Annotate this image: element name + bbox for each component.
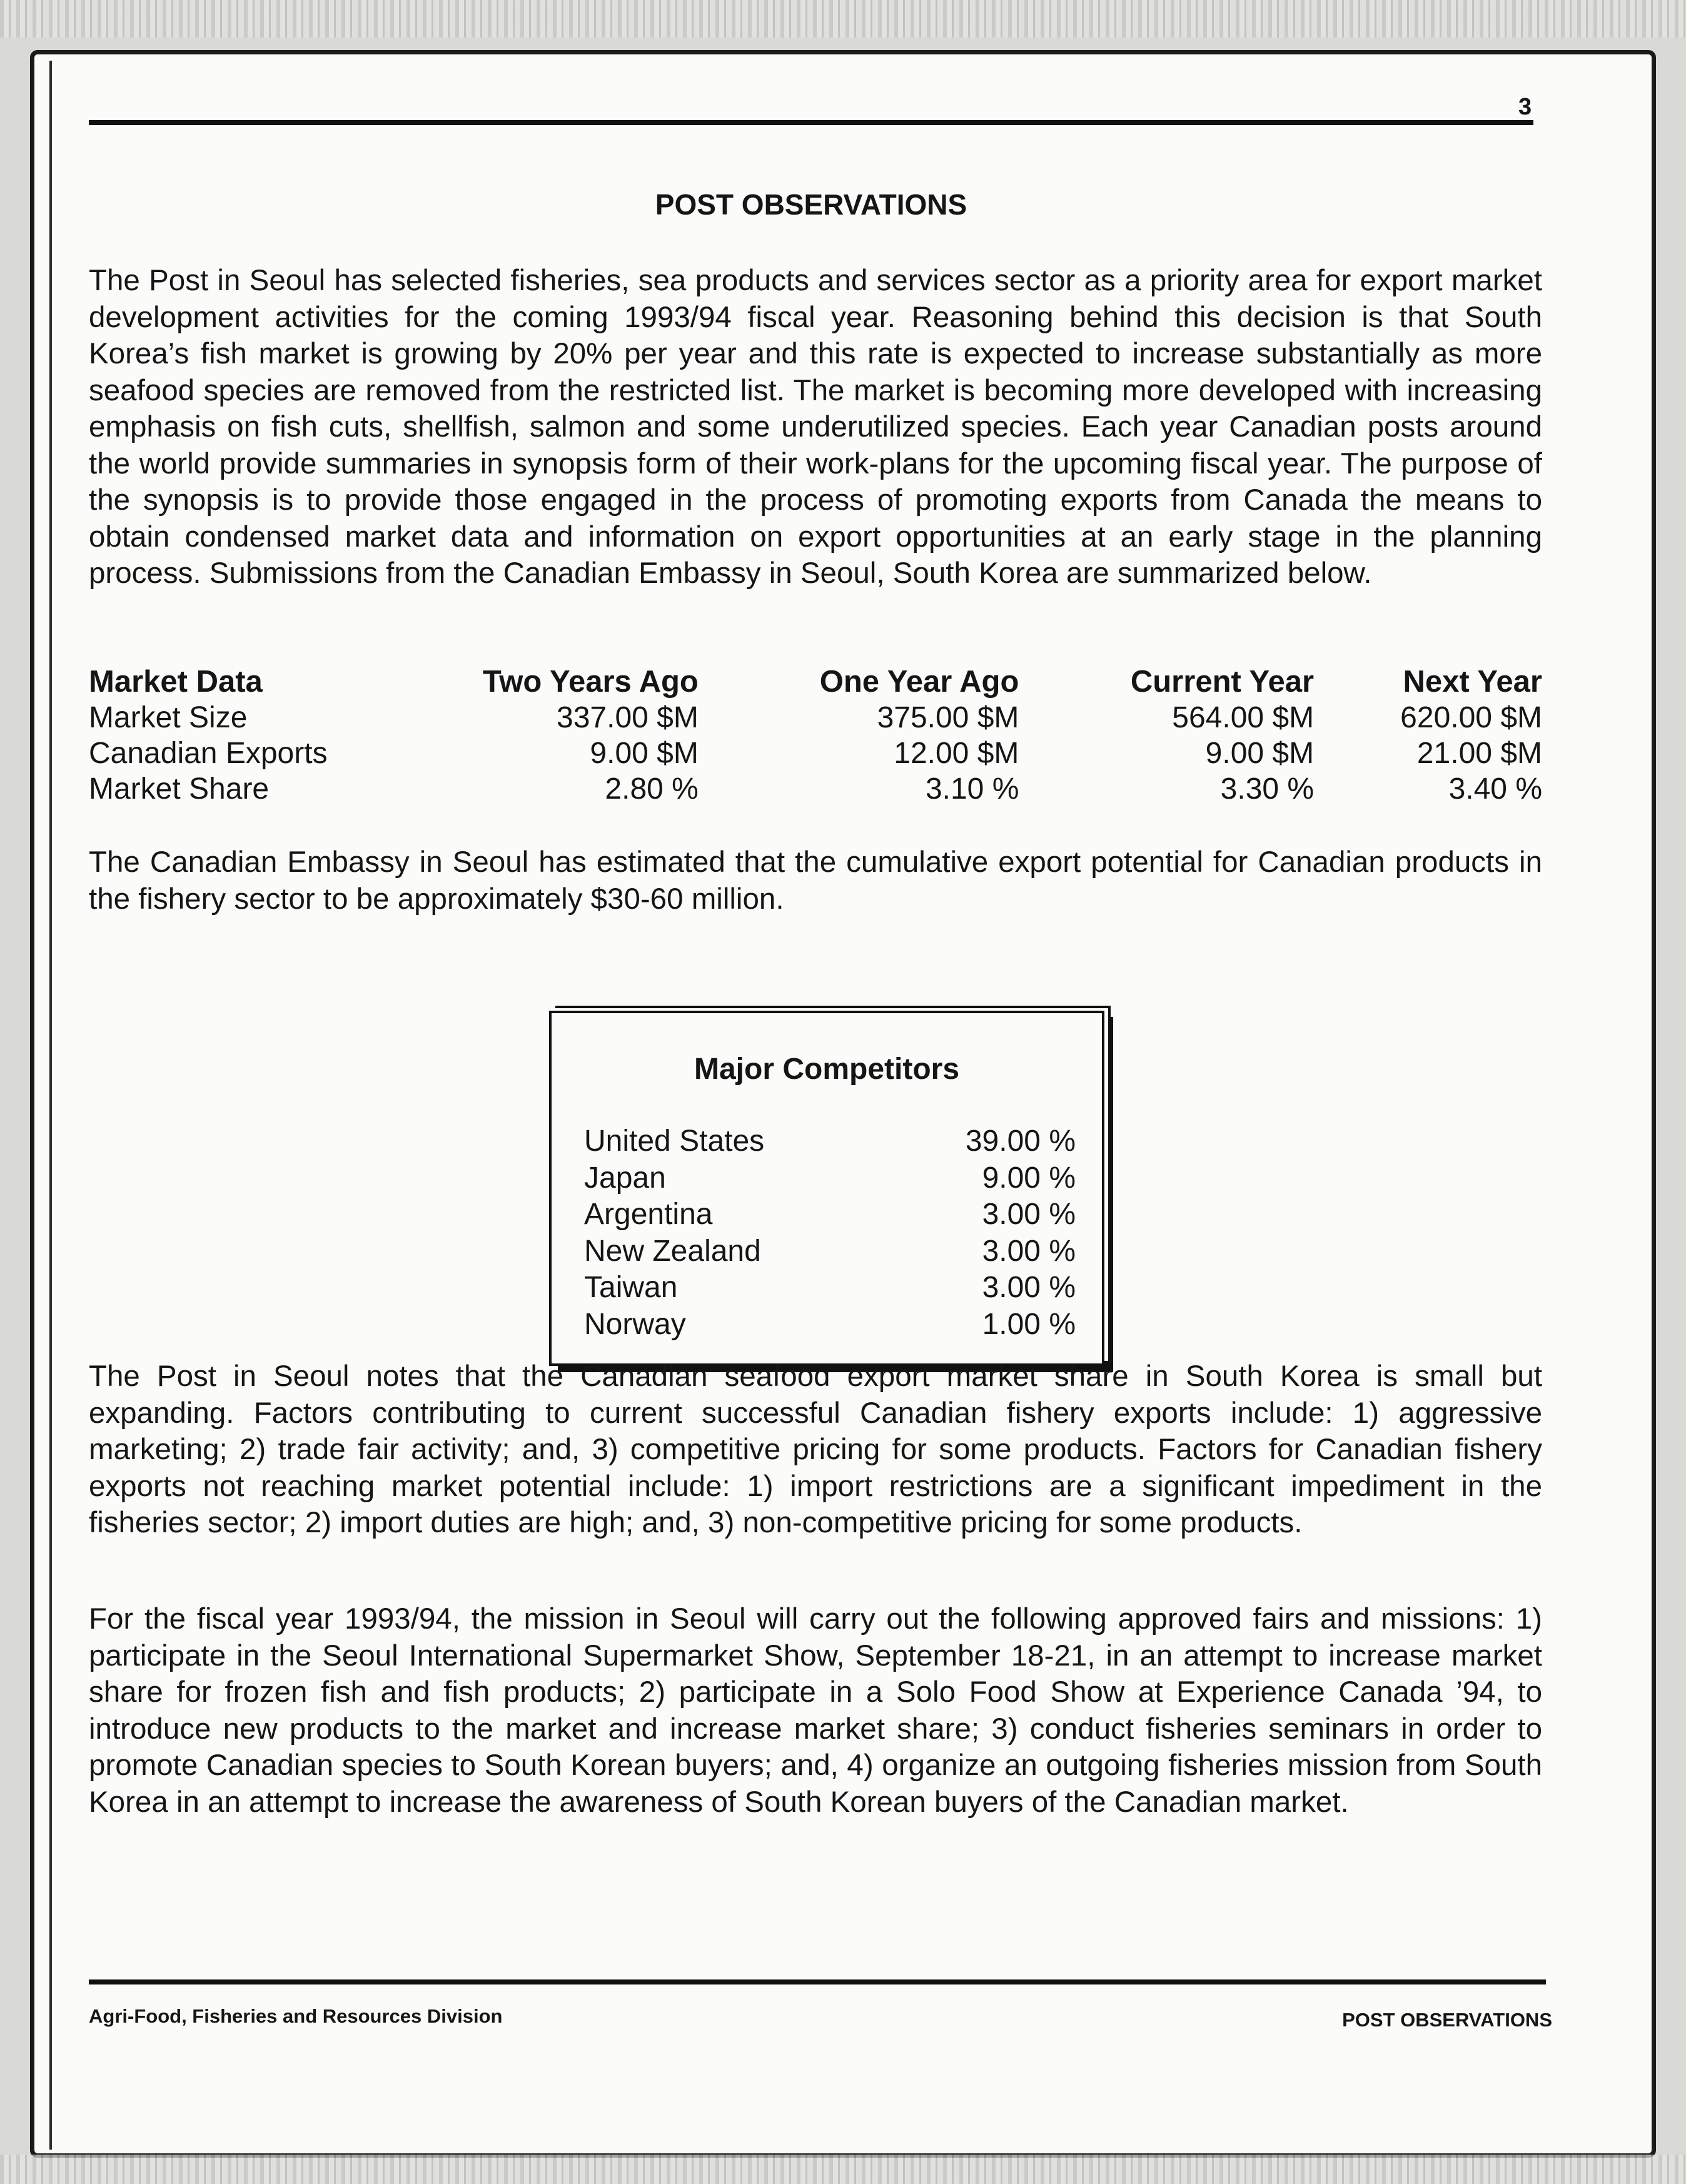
row-label: Market Share xyxy=(89,772,270,806)
table-cell: 12.00 $M xyxy=(894,737,1019,770)
competitor-country: United States xyxy=(584,1125,765,1158)
table-row xyxy=(89,736,1542,771)
column-header: Current Year xyxy=(1130,665,1315,699)
table-cell: 3.40 % xyxy=(1448,772,1542,806)
header-rule xyxy=(89,120,1533,125)
footer-division: Agri-Food, Fisheries and Resources Division xyxy=(89,2005,503,2027)
competitor-share: 9.00 % xyxy=(982,1161,1076,1195)
competitor-share: 3.00 % xyxy=(982,1234,1076,1268)
binding-edge xyxy=(49,61,52,2150)
scan-edge-bottom xyxy=(0,2155,1686,2184)
table-cell: 21.00 $M xyxy=(1416,737,1542,770)
competitor-country: Norway xyxy=(584,1307,686,1341)
competitor-share: 1.00 % xyxy=(982,1307,1076,1341)
page-title: POST OBSERVATIONS xyxy=(655,188,967,221)
competitor-country: Taiwan xyxy=(584,1271,678,1304)
column-header: One Year Ago xyxy=(819,665,1019,699)
column-header: Next Year xyxy=(1403,665,1542,699)
list-item xyxy=(584,1196,1076,1233)
list-item xyxy=(584,1233,1076,1270)
table-header-row xyxy=(89,664,1542,700)
table-row xyxy=(89,700,1542,736)
market-data-table xyxy=(89,664,1542,807)
list-item xyxy=(584,1123,1076,1160)
table-cell: 337.00 $M xyxy=(557,701,699,734)
table-cell: 564.00 $M xyxy=(1172,701,1315,734)
table-cell: 3.10 % xyxy=(925,772,1019,806)
list-item xyxy=(584,1270,1076,1307)
table-cell: 9.00 $M xyxy=(590,737,699,770)
table-row xyxy=(89,771,1542,807)
table-cell: 9.00 $M xyxy=(1205,737,1315,770)
competitor-country: Japan xyxy=(584,1161,666,1195)
scan-edge-top xyxy=(0,0,1686,38)
column-header: Two Years Ago xyxy=(482,665,699,699)
intro-paragraph: The Post in Seoul has selected fisheries, sea products and services sector as a priority area for export market development activities for the coming 1993/94 fiscal year. Reasoning behind this decision is that South Korea’s fish market is growing by 20% per year and this rate is expected to increase substantially as more seafood species are removed from the restricted list. The market is becoming more developed with increasing emphasis on fish cuts, shellfish, salmon and some underutilized species. Each year Canadian posts around the world provide summaries in synopsis form of their work-plans for the upcoming fiscal year. The purpose of the synopsis is to provide those engaged in the process of promoting exports from Canada the means to obtain condensed market data and information on export opportunities at an early stage in the planning process. Submissions from the Canadian Embassy in Seoul, South Korea are summarized below. xyxy=(89,264,1542,590)
competitor-share: 3.00 % xyxy=(982,1271,1076,1304)
plans-paragraph: For the fiscal year 1993/94, the mission in Seoul will carry out the following approved fairs and missions: 1) participate in the Seoul International Supermarket Show, September 18-21, in an attempt to increase market share for frozen fish and fish products; 2) participate in a Solo Food Show at Experience Canada ’94, to introduce new products to the market and increase market share; 3) conduct fisheries seminars in order to promote Canadian species to South Korean buyers; and, 4) organize an outgoing fisheries mission from South Korea in an attempt to increase the awareness of South Korean buyers of the Canadian market. xyxy=(89,1602,1542,1819)
list-item xyxy=(584,1160,1076,1197)
row-label: Market Size xyxy=(89,701,248,734)
competitor-country: Argentina xyxy=(584,1198,713,1231)
factors-paragraph: The Post in Seoul notes that the Canadian seafood export market share in South Korea is small but expanding. Factors contributing to current successful Canadian fishery exports include: 1) aggressive marketing; 2) trade fair activity; and, 3) competitive pricing for some products. Factors for Canadian fishery exports not reaching market potential include: 1) import restrictions are a significant impediment in the fisheries sector; 2) import duties are high; and, 3) non-competitive pricing for some products. xyxy=(89,1360,1542,1539)
page-number: 3 xyxy=(1518,94,1532,120)
competitors-list xyxy=(584,1123,1076,1343)
list-item xyxy=(584,1307,1076,1343)
major-competitors-box xyxy=(549,1011,1104,1366)
column-header: Market Data xyxy=(89,665,263,699)
competitor-share: 39.00 % xyxy=(965,1125,1076,1158)
export-potential-paragraph: The Canadian Embassy in Seoul has estimated that the cumulative export potential for Canadian products in the fishery sector to be approximately $30-60 million. xyxy=(89,846,1542,916)
table-cell: 3.30 % xyxy=(1220,772,1315,806)
competitors-title: Major Competitors xyxy=(694,1053,960,1086)
footer-section: POST OBSERVATIONS xyxy=(1342,2009,1552,2031)
table-cell: 2.80 % xyxy=(605,772,699,806)
competitor-share: 3.00 % xyxy=(982,1198,1076,1231)
table-cell: 375.00 $M xyxy=(877,701,1019,734)
table-cell: 620.00 $M xyxy=(1400,701,1542,734)
footer-rule xyxy=(89,1979,1546,1984)
row-label: Canadian Exports xyxy=(89,737,328,770)
competitor-country: New Zealand xyxy=(584,1234,761,1268)
